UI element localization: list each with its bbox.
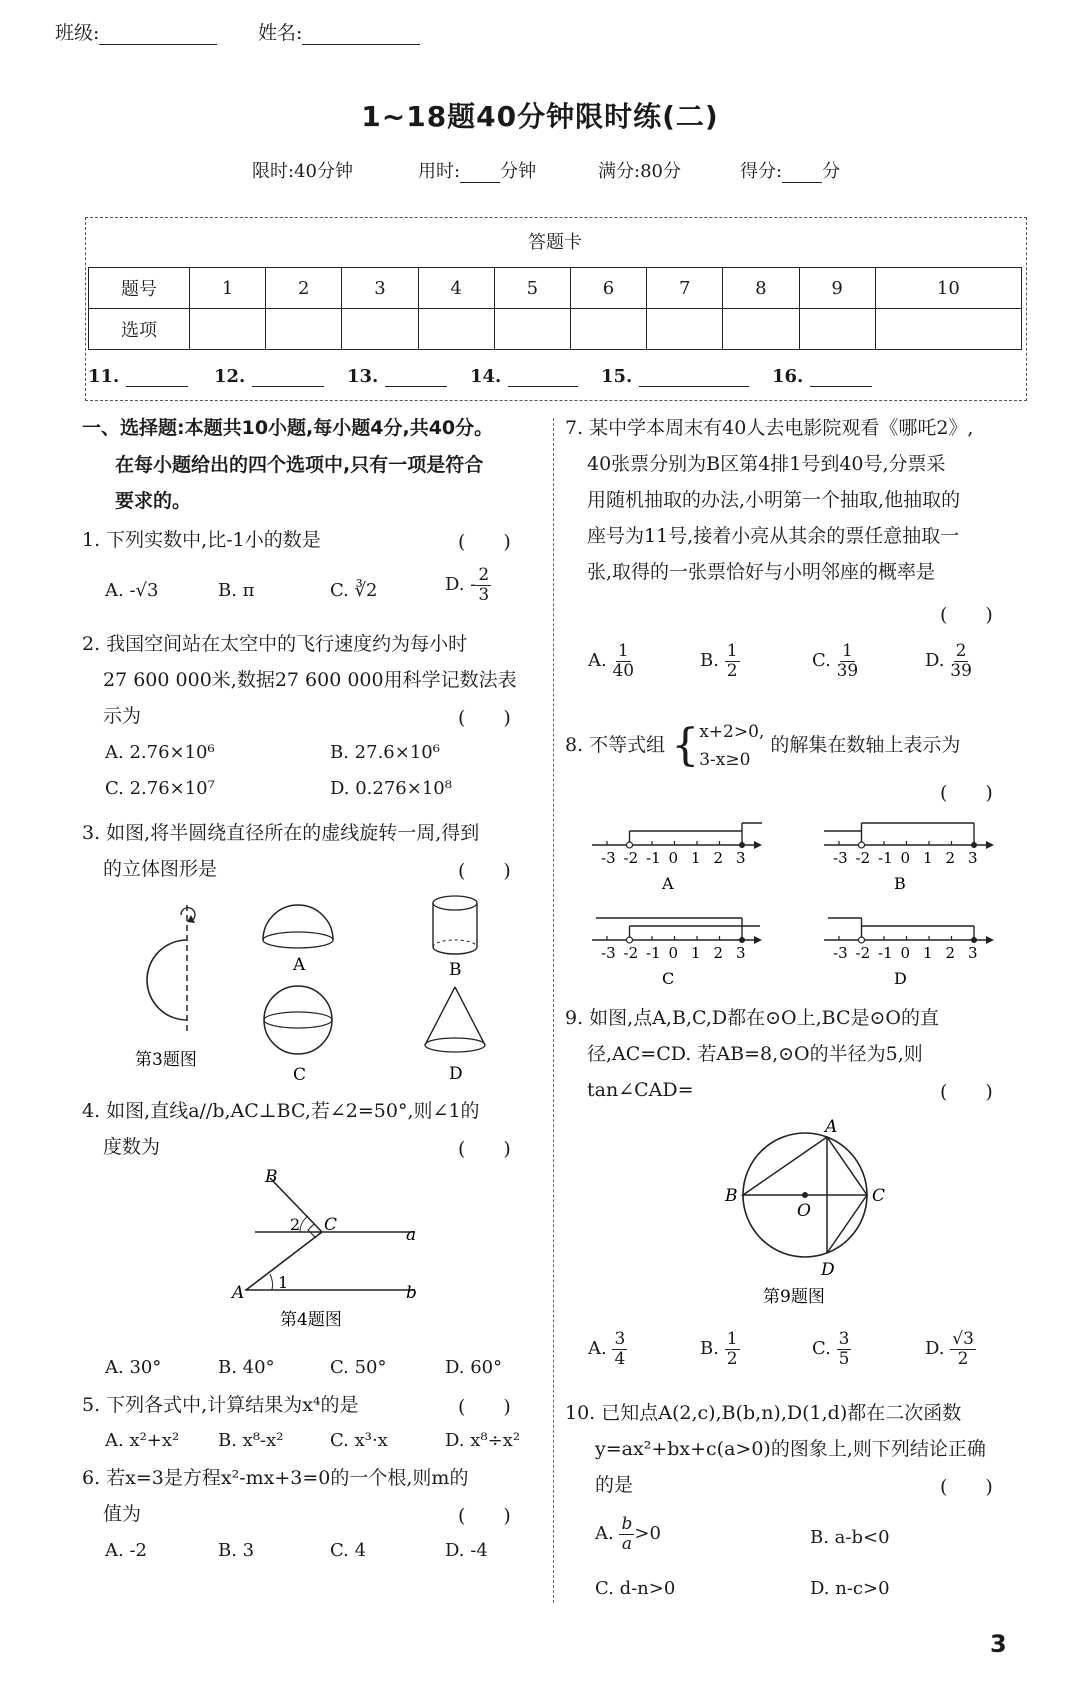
- tick-label: -3: [833, 944, 848, 962]
- q5-stem: 5. 下列各式中,计算结果为x⁴的是: [82, 1394, 359, 1416]
- open-dot: [627, 937, 633, 943]
- answer-cell[interactable]: [647, 309, 723, 350]
- q9-stem-1: 9. 如图,点A,B,C,D都在⊙O上,BC是⊙O的直: [565, 1007, 939, 1029]
- q7-stem-5: 张,取得的一张票恰好与小明邻座的概率是: [587, 561, 936, 583]
- q7-option-b: [700, 642, 740, 680]
- q4-option-b: B. 40°: [218, 1357, 275, 1378]
- q2-stem-3: 示为: [103, 705, 142, 727]
- name-field: [258, 18, 420, 45]
- q7-stem-4: 座号为11号,接着小亮从其余的票任意抽取一: [587, 525, 960, 547]
- blank-line[interactable]: [810, 386, 872, 387]
- tick-label: 2: [945, 944, 956, 962]
- q1-option-b: B. π: [218, 580, 255, 601]
- qnum-cell: 2: [266, 268, 342, 309]
- class-label: 班级:: [55, 22, 100, 44]
- q9-option-d: [925, 1330, 976, 1368]
- answer-cell[interactable]: [570, 309, 646, 350]
- option-row: [89, 309, 1022, 350]
- q9-stem-3: tan∠CAD=: [587, 1079, 694, 1101]
- q7-answer-paren[interactable]: ( ): [940, 604, 993, 626]
- frac-den: 4: [614, 1348, 626, 1369]
- opt-letter: C.: [812, 650, 831, 672]
- semicircle-figure: [147, 905, 195, 1035]
- q3-caption: 第3题图: [135, 1050, 197, 1070]
- q9-label-A: A: [825, 1117, 838, 1137]
- blank-15: [601, 366, 749, 387]
- axis-arrow: [986, 841, 994, 849]
- tick-label: -2: [855, 849, 871, 867]
- tick-label: -1: [646, 849, 661, 867]
- row-label-number: 题号: [89, 268, 190, 309]
- option-label: D: [894, 969, 907, 988]
- q8-stem: [565, 718, 960, 774]
- tick-label: 0: [668, 849, 679, 867]
- answer-cell[interactable]: [799, 309, 875, 350]
- q7-stem-3: 用随机抽取的办法,小明第一个抽取,他抽取的: [587, 489, 961, 511]
- frac-den: 40: [612, 660, 635, 681]
- time-used-blank[interactable]: [460, 182, 500, 183]
- closed-dot: [739, 842, 745, 848]
- q2-stem-1: 2. 我国空间站在太空中的飞行速度约为每小时: [82, 633, 468, 655]
- blank-line[interactable]: [508, 386, 578, 387]
- q7-stem-2: 40张票分别为B区第4排1号到40号,分票采: [587, 453, 946, 475]
- q10-option-d: D. n-c>0: [810, 1578, 890, 1599]
- answer-cell[interactable]: [494, 309, 570, 350]
- tick-label: 0: [668, 944, 679, 962]
- class-blank[interactable]: [99, 44, 217, 45]
- closed-dot: [739, 937, 745, 943]
- tick-label: 1: [923, 849, 933, 867]
- q3-label-a: A: [293, 955, 306, 975]
- qnum-cell: 10: [875, 268, 1021, 309]
- blank-line[interactable]: [385, 386, 447, 387]
- option-label: A: [662, 874, 674, 893]
- blank-line[interactable]: [126, 386, 188, 387]
- section-heading-3: 要求的。: [115, 490, 192, 512]
- q2-option-d: D. 0.276×10⁸: [330, 778, 452, 799]
- q4-stem-1: 4. 如图,直线a//b,AC⊥BC,若∠2=50°,则∠1的: [82, 1100, 480, 1122]
- q5-option-c: C. x³·x: [330, 1430, 388, 1451]
- tick-label: -1: [878, 944, 893, 962]
- q2-option-a: A. 2.76×10⁶: [105, 742, 215, 763]
- q10-stem-1: 10. 已知点A(2,c),B(b,n),D(1,d)都在二次函数: [565, 1402, 962, 1424]
- q8-ineq-2: 3-x≥0: [699, 750, 751, 770]
- q3-label-b: B: [449, 960, 462, 980]
- frac-den: 39: [836, 660, 859, 681]
- blank-label: 11.: [88, 366, 120, 387]
- q4-answer-paren[interactable]: ( ): [458, 1138, 511, 1160]
- page-number: 3: [990, 1630, 1007, 1658]
- q10-option-b: B. a-b<0: [810, 1527, 890, 1548]
- q9-label-C: C: [872, 1186, 886, 1206]
- blank-label: 16.: [772, 366, 804, 387]
- q4-label-1: 1: [278, 1273, 289, 1292]
- page-title: 1~18题40分钟限时练(二): [361, 100, 719, 133]
- q3-stem-1: 3. 如图,将半圆绕直径所在的虚线旋转一周,得到: [82, 822, 480, 844]
- q9-option-b: [700, 1330, 740, 1368]
- tick-label: -3: [601, 849, 616, 867]
- q4-option-a: A. 30°: [105, 1357, 162, 1378]
- frac-den: 2: [957, 1348, 969, 1369]
- q2-answer-paren[interactable]: ( ): [458, 707, 511, 729]
- answer-cell[interactable]: [723, 309, 799, 350]
- q8-answer-paren[interactable]: ( ): [940, 782, 993, 804]
- q10-a-tail: >0: [634, 1523, 661, 1545]
- opt-letter: D.: [925, 650, 945, 672]
- sphere-shape: [264, 986, 332, 1054]
- q7-option-c: [812, 642, 858, 680]
- q6-option-a: A. -2: [105, 1540, 147, 1561]
- q2-option-b: B. 27.6×10⁶: [330, 742, 440, 763]
- tick-label: -3: [833, 849, 848, 867]
- tick-label: 1: [691, 944, 701, 962]
- q1-answer-paren[interactable]: ( ): [458, 531, 511, 553]
- q8-prefix: 8. 不等式组: [565, 734, 666, 756]
- qnum-cell: 8: [723, 268, 799, 309]
- tick-label: 1: [923, 944, 933, 962]
- option-label: C: [662, 969, 675, 988]
- score-label: 得分:: [740, 161, 783, 182]
- q2-stem-2: 27 600 000米,数据27 600 000用科学记数法表: [103, 669, 517, 691]
- row-label-option: 选项: [89, 309, 190, 350]
- column-divider: [553, 418, 554, 1603]
- q10-stem-2: y=ax²+bx+c(a>0)的图象上,则下列结论正确: [595, 1438, 986, 1460]
- qnum-cell: 6: [570, 268, 646, 309]
- brace-icon: {: [671, 720, 700, 771]
- blank-label: 14.: [470, 366, 502, 387]
- blank-11: [88, 366, 188, 387]
- q4-figure: [230, 1160, 430, 1335]
- tick-label: -2: [623, 849, 639, 867]
- frac-num: b: [621, 1514, 633, 1534]
- answer-cell[interactable]: [266, 309, 342, 350]
- frac-num: 1: [726, 641, 738, 661]
- qnum-cell: 5: [494, 268, 570, 309]
- blank-label: 13.: [347, 366, 379, 387]
- tick-label: 2: [713, 944, 724, 962]
- q1-option-c: C. ∛2: [330, 580, 378, 601]
- q7-stem-1: 7. 某中学本周末有40人去电影院观看《哪吒2》,: [565, 417, 974, 439]
- cylinder-shape: [433, 896, 477, 954]
- blank-13: [347, 366, 447, 387]
- frac-den: 2: [726, 1348, 738, 1369]
- opt-letter: B.: [700, 1338, 719, 1360]
- q10-stem-3: 的是: [595, 1474, 634, 1496]
- tick-label: 0: [900, 849, 911, 867]
- q1-d-prefix: D. -: [445, 574, 477, 596]
- frac-den: 39: [950, 660, 972, 681]
- tick-label: 0: [900, 944, 911, 962]
- open-dot: [627, 842, 633, 848]
- answer-cell[interactable]: [418, 309, 494, 350]
- number-row: [89, 268, 1022, 309]
- tick-label: 1: [691, 849, 701, 867]
- axis-arrow: [986, 936, 994, 944]
- q10-option-a: [595, 1515, 661, 1553]
- q4-label-a: a: [406, 1225, 417, 1245]
- q1-option-a: A. -√3: [105, 580, 159, 601]
- q10-option-c: C. d-n>0: [595, 1578, 676, 1599]
- q3-label-d: D: [449, 1064, 463, 1084]
- qnum-cell: 7: [647, 268, 723, 309]
- q9-caption: 第9题图: [763, 1287, 825, 1307]
- q2-option-c: C. 2.76×10⁷: [105, 778, 215, 799]
- tick-label: 2: [945, 849, 956, 867]
- frac-num: 3: [614, 1329, 626, 1349]
- closed-dot: [971, 937, 977, 943]
- hemisphere-shape: [263, 905, 333, 948]
- blank-16: [772, 366, 872, 387]
- q9-label-D: D: [821, 1260, 835, 1280]
- time-unit: 分钟: [500, 161, 537, 182]
- frac-den: 2: [726, 660, 738, 681]
- q9-label-B: B: [725, 1186, 738, 1206]
- open-dot: [859, 937, 865, 943]
- tick-label: -2: [855, 944, 871, 962]
- q3-answer-paren[interactable]: ( ): [458, 860, 511, 882]
- answer-cell[interactable]: [342, 309, 418, 350]
- q6-option-b: B. 3: [218, 1540, 255, 1561]
- q1-d-num: 2: [478, 565, 490, 585]
- q6-option-c: C. 4: [330, 1540, 367, 1561]
- frac-num: 1: [842, 641, 853, 661]
- axis-arrow: [754, 936, 762, 944]
- q7-option-d: [925, 642, 972, 680]
- q8-number-lines: [592, 808, 1022, 988]
- blank-12: [214, 366, 324, 387]
- info-full-score: 满分:80分: [598, 161, 681, 182]
- q7-option-a: [588, 642, 634, 680]
- info-time-limit: 限时:40分钟: [252, 161, 353, 182]
- q9-label-O: O: [797, 1201, 811, 1221]
- name-blank[interactable]: [302, 44, 420, 45]
- blank-line[interactable]: [639, 386, 749, 387]
- tick-label: 3: [968, 944, 978, 962]
- qnum-cell: 1: [190, 268, 266, 309]
- tick-label: -1: [646, 944, 661, 962]
- q6-stem-2: 值为: [103, 1503, 142, 1525]
- frac-den: a: [621, 1533, 632, 1554]
- section-heading: 一、选择题:本题共10小题,每小题4分,共40分。: [82, 417, 494, 439]
- q5-option-b: B. x⁸-x²: [218, 1430, 284, 1451]
- q6-answer-paren[interactable]: ( ): [458, 1505, 511, 1527]
- q9-stem-2: 径,AC=CD. 若AB=8,⊙O的半径为5,则: [587, 1043, 923, 1065]
- tick-label: -3: [601, 944, 616, 962]
- tick-label: 3: [736, 849, 746, 867]
- info-score: [740, 157, 840, 183]
- q4-label-2: 2: [290, 1215, 301, 1234]
- q5-option-d: D. x⁸÷x²: [445, 1430, 521, 1451]
- opt-letter: A.: [588, 650, 607, 672]
- answer-card-title: 答题卡: [528, 232, 582, 253]
- q10-answer-paren[interactable]: ( ): [940, 1476, 993, 1498]
- opt-letter: A.: [595, 1523, 614, 1545]
- axis-arrow: [754, 841, 762, 849]
- q1-stem: 1. 下列实数中,比-1小的数是: [82, 529, 321, 551]
- closed-dot: [971, 842, 977, 848]
- cone-shape: [425, 987, 485, 1052]
- tick-label: 2: [713, 849, 724, 867]
- qnum-cell: 9: [799, 268, 875, 309]
- blank-label: 12.: [214, 366, 246, 387]
- frac-num: √3: [952, 1329, 974, 1349]
- q5-option-a: A. x²+x²: [105, 1430, 180, 1451]
- q4-label-B: B: [265, 1167, 278, 1187]
- frac-num: 3: [838, 1329, 850, 1349]
- frac-num: 2: [955, 641, 967, 661]
- q1-option-d: [445, 566, 491, 604]
- answer-cell[interactable]: [190, 309, 266, 350]
- time-used-label: 用时:: [418, 161, 461, 182]
- q4-caption: 第4题图: [280, 1310, 342, 1330]
- q9-figure: [715, 1110, 895, 1310]
- section-heading-2: 在每小题给出的四个选项中,只有一项是符合: [115, 454, 484, 476]
- q3-label-c: C: [293, 1065, 307, 1085]
- q8-ineq-1: x+2>0,: [699, 722, 765, 742]
- q9-answer-paren[interactable]: ( ): [940, 1081, 993, 1103]
- tick-label: -1: [878, 849, 893, 867]
- q1-d-den: 3: [478, 584, 490, 605]
- q6-option-d: D. -4: [445, 1540, 488, 1561]
- name-label: 姓名:: [258, 22, 303, 44]
- q3-figure: [125, 885, 545, 1085]
- tick-label: 3: [736, 944, 746, 962]
- option-label: B: [894, 874, 906, 893]
- opt-letter: D.: [925, 1338, 945, 1360]
- open-dot: [859, 842, 865, 848]
- score-unit: 分: [822, 161, 841, 182]
- frac-den: 5: [838, 1348, 850, 1369]
- frac-num: 1: [726, 1329, 738, 1349]
- answer-grid: [88, 267, 1022, 350]
- class-field: [55, 18, 217, 45]
- tick-label: 3: [968, 849, 978, 867]
- q9-option-a: [588, 1330, 627, 1368]
- tick-label: -2: [623, 944, 639, 962]
- q5-answer-paren[interactable]: ( ): [458, 1396, 511, 1418]
- opt-letter: A.: [588, 1338, 607, 1360]
- q4-label-A: A: [232, 1283, 245, 1303]
- blank-label: 15.: [601, 366, 633, 387]
- q4-stem-2: 度数为: [103, 1136, 161, 1158]
- qnum-cell: 4: [418, 268, 494, 309]
- blank-line[interactable]: [252, 386, 324, 387]
- q4-label-C: C: [324, 1215, 338, 1235]
- info-time-used: [418, 157, 536, 183]
- score-blank[interactable]: [782, 182, 822, 183]
- q9-option-c: [812, 1330, 851, 1368]
- answer-cell[interactable]: [875, 309, 1021, 350]
- q4-option-c: C. 50°: [330, 1357, 387, 1378]
- q4-option-d: D. 60°: [445, 1357, 503, 1378]
- q4-label-b: b: [406, 1283, 417, 1303]
- frac-num: 1: [617, 641, 629, 661]
- opt-letter: B.: [700, 650, 719, 672]
- q6-stem-1: 6. 若x=3是方程x²-mx+3=0的一个根,则m的: [82, 1467, 469, 1489]
- q3-stem-2: 的立体图形是: [103, 858, 218, 880]
- blank-14: [470, 366, 578, 387]
- q8-suffix: 的解集在数轴上表示为: [770, 734, 961, 756]
- opt-letter: C.: [812, 1338, 831, 1360]
- qnum-cell: 3: [342, 268, 418, 309]
